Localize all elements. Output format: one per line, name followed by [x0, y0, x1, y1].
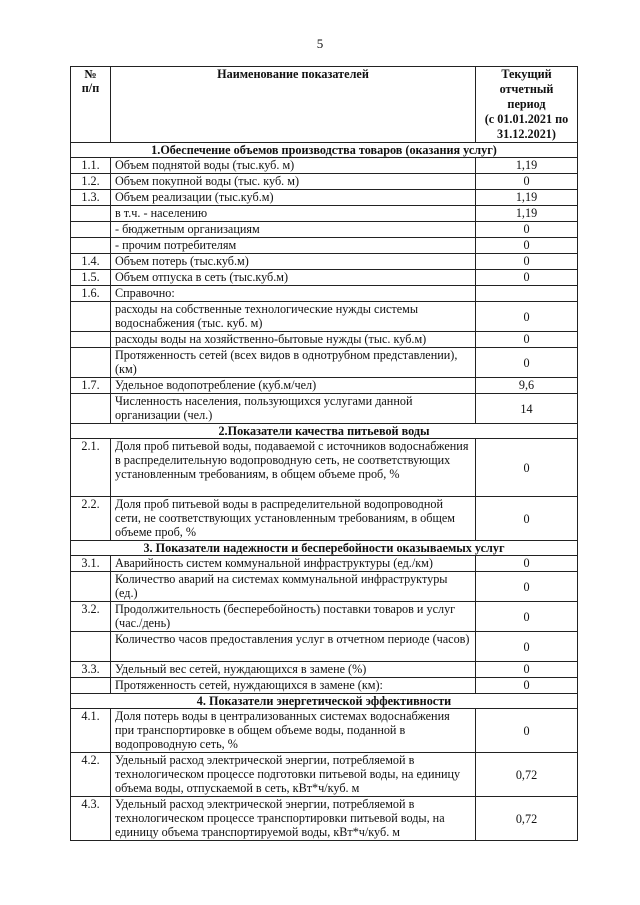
table-row: [71, 332, 578, 348]
row-indicator-name: Доля потерь воды в централизованных системах водоснабжения при транспортировке в общем объеме воды, поданной в водопроводную сеть, %: [111, 709, 476, 753]
row-value: 0: [476, 302, 578, 332]
table-row: [71, 286, 578, 302]
header-name: Наименование показателей: [111, 67, 476, 143]
row-indicator-name: в т.ч. - населению: [111, 206, 476, 222]
row-number: [71, 332, 111, 348]
section-title: 3. Показатели надежности и бесперебойности оказываемых услуг: [71, 541, 578, 556]
row-value: 0: [476, 439, 578, 497]
indicators-table: [70, 66, 578, 841]
row-value: 0: [476, 678, 578, 694]
header-value: Текущий отчетный период (с 01.01.2021 по 31.12.2021): [476, 67, 578, 143]
row-indicator-name: Протяженность сетей (всех видов в однотрубном представлении), (км): [111, 348, 476, 378]
row-indicator-name: Объем отпуска в сеть (тыс.куб.м): [111, 270, 476, 286]
row-indicator-name: Количество аварий на системах коммунальной инфраструктуры (ед.): [111, 572, 476, 602]
section-title: 1.Обеспечение объемов производства товаров (оказания услуг): [71, 143, 578, 158]
row-indicator-name: Удельный расход электрической энергии, потребляемой в технологическом процессе транспортировки питьевой воды, на единицу объема транспортируемой воды, кВт*ч/куб. м: [111, 797, 476, 841]
row-number: 1.2.: [71, 174, 111, 190]
row-number: 2.1.: [71, 439, 111, 497]
row-value: [476, 286, 578, 302]
row-number: 3.2.: [71, 602, 111, 632]
row-number: [71, 206, 111, 222]
row-number: [71, 238, 111, 254]
row-indicator-name: Справочно:: [111, 286, 476, 302]
row-value: 0,72: [476, 797, 578, 841]
row-indicator-name: Объем покупной воды (тыс. куб. м): [111, 174, 476, 190]
page-number: 5: [316, 36, 324, 51]
header-num: № п/п: [71, 67, 111, 143]
row-number: 4.1.: [71, 709, 111, 753]
section-header-row: [71, 541, 578, 556]
row-value: 0: [476, 632, 578, 662]
row-value: 0: [476, 556, 578, 572]
row-number: [71, 632, 111, 662]
row-indicator-name: Численность населения, пользующихся услугами данной организации (чел.): [111, 394, 476, 424]
row-number: [71, 222, 111, 238]
row-value: 0: [476, 222, 578, 238]
row-indicator-name: Доля проб питьевой воды, подаваемой с источников водоснабжения в распределительную водопроводную сеть, не соответствующих установленным требованиям, в общем объеме проб, %: [111, 439, 476, 497]
section-header-row: [71, 143, 578, 158]
row-indicator-name: Удельный вес сетей, нуждающихся в замене (%): [111, 662, 476, 678]
row-number: 4.2.: [71, 753, 111, 797]
table-row: [71, 158, 578, 174]
table-row: [71, 632, 578, 662]
row-indicator-name: Количество часов предоставления услуг в отчетном периоде (часов): [111, 632, 476, 662]
row-indicator-name: расходы на собственные технологические нужды системы водоснабжения (тыс. куб. м): [111, 302, 476, 332]
row-number: [71, 348, 111, 378]
row-value: 14: [476, 394, 578, 424]
table-row: [71, 439, 578, 497]
table-row: [71, 174, 578, 190]
row-number: 1.4.: [71, 254, 111, 270]
row-value: 9,6: [476, 378, 578, 394]
table-row: [71, 678, 578, 694]
table-row: [71, 378, 578, 394]
table-row: [71, 709, 578, 753]
row-value: 1,19: [476, 158, 578, 174]
row-indicator-name: - бюджетным организациям: [111, 222, 476, 238]
section-title: 2.Показатели качества питьевой воды: [71, 424, 578, 439]
row-number: 1.3.: [71, 190, 111, 206]
row-number: 1.6.: [71, 286, 111, 302]
row-value: 0: [476, 602, 578, 632]
row-indicator-name: Объем поднятой воды (тыс.куб. м): [111, 158, 476, 174]
section-title: 4. Показатели энергетической эффективности: [71, 694, 578, 709]
row-indicator-name: Доля проб питьевой воды в распределительной водопроводной сети, не соответствующих установленным требованиям, в общем объеме проб, %: [111, 497, 476, 541]
row-number: 1.5.: [71, 270, 111, 286]
table-row: [71, 394, 578, 424]
row-value: 1,19: [476, 206, 578, 222]
table-row: [71, 602, 578, 632]
table-row: [71, 190, 578, 206]
section-header-row: [71, 424, 578, 439]
row-number: 3.1.: [71, 556, 111, 572]
table-row: [71, 348, 578, 378]
table-row: [71, 556, 578, 572]
table-row: [71, 222, 578, 238]
table-body: [71, 143, 578, 841]
table-row: [71, 302, 578, 332]
row-number: 4.3.: [71, 797, 111, 841]
row-value: 0: [476, 332, 578, 348]
row-indicator-name: Удельный расход электрической энергии, потребляемой в технологическом процессе подготовки питьевой воды, на единицу объема воды, отпускаемой в сеть, кВт*ч/куб. м: [111, 753, 476, 797]
row-value: 0,72: [476, 753, 578, 797]
row-indicator-name: - прочим потребителям: [111, 238, 476, 254]
table-row: [71, 238, 578, 254]
row-number: 1.1.: [71, 158, 111, 174]
row-value: 0: [476, 238, 578, 254]
row-value: 0: [476, 254, 578, 270]
row-value: 0: [476, 709, 578, 753]
row-indicator-name: Аварийность систем коммунальной инфраструктуры (ед./км): [111, 556, 476, 572]
row-indicator-name: расходы воды на хозяйственно-бытовые нужды (тыс. куб.м): [111, 332, 476, 348]
row-value: 0: [476, 572, 578, 602]
table-row: [71, 254, 578, 270]
row-value: 0: [476, 174, 578, 190]
row-indicator-name: Протяженность сетей, нуждающихся в замене (км):: [111, 678, 476, 694]
row-number: 3.3.: [71, 662, 111, 678]
table-row: [71, 753, 578, 797]
row-indicator-name: Продолжительность (бесперебойность) поставки товаров и услуг (час./день): [111, 602, 476, 632]
row-value: 0: [476, 662, 578, 678]
row-indicator-name: Удельное водопотребление (куб.м/чел): [111, 378, 476, 394]
table-header-row: [71, 67, 578, 143]
row-number: [71, 302, 111, 332]
row-number: 1.7.: [71, 378, 111, 394]
table-row: [71, 662, 578, 678]
row-number: 2.2.: [71, 497, 111, 541]
table-row: [71, 270, 578, 286]
table-row: [71, 206, 578, 222]
row-number: [71, 572, 111, 602]
row-value: 0: [476, 497, 578, 541]
row-value: 0: [476, 348, 578, 378]
section-header-row: [71, 694, 578, 709]
row-indicator-name: Объем потерь (тыс.куб.м): [111, 254, 476, 270]
table-row: [71, 797, 578, 841]
row-value: 0: [476, 270, 578, 286]
table-row: [71, 572, 578, 602]
row-number: [71, 394, 111, 424]
row-value: 1,19: [476, 190, 578, 206]
row-number: [71, 678, 111, 694]
row-indicator-name: Объем реализации (тыс.куб.м): [111, 190, 476, 206]
table-row: [71, 497, 578, 541]
